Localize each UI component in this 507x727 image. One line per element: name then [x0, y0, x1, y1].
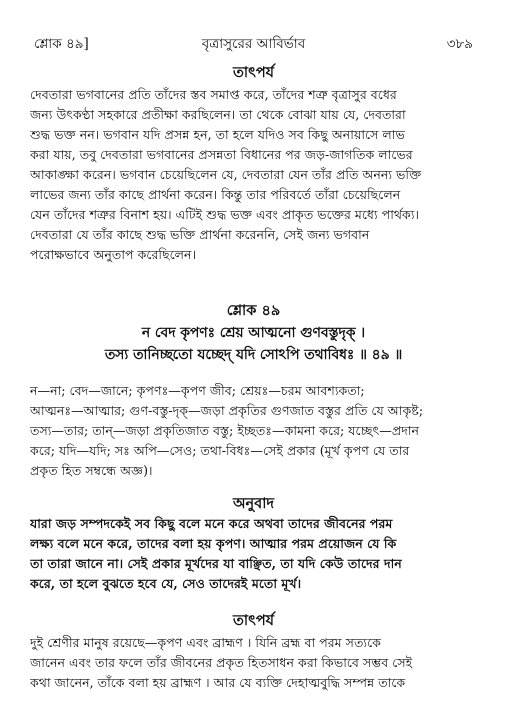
text-line: কথা জানেন, তাঁকে বলা হয় ব্রাহ্মণ । আর যে ব্যক্তি দেহাত্মবুদ্ধি সম্পন্ন তাকে: [30, 675, 406, 690]
purport-heading: তাৎপর্য: [232, 64, 275, 81]
text-line: জন্য উৎকণ্ঠা সহকারে প্রতীক্ষা করছিলেন। তা থেকে বোঝা যায় যে, দেবতারা: [30, 107, 406, 122]
text-line: যারা জড় সম্পদকেই সব কিছু বলে মনে করে অথবা তাদের জীবনের পরম: [30, 516, 393, 531]
text-line: করে; যদি—যদি; সঃ অপি—সেও; তথা-বিধঃ—সেই প্রকার (মূর্খ কৃপণ যে তার: [30, 443, 410, 458]
verse-line-1: ন বেদ কৃপণঃ শ্রেয় আত্মনো গুণবস্তুদৃক্ ।: [141, 325, 366, 341]
text-line: করে, তা হলে বুঝতে হবে যে, সেও তাদেরই মতো মূর্খ।: [30, 576, 302, 591]
translation-heading: অনুবাদ: [232, 495, 275, 512]
translation-paragraph: [30, 514, 476, 594]
text-line: করা যায়, তবু দেবতারা ভগবানের প্রসন্নতা বিধানের পর জড়-জাগতিক লাভের: [30, 147, 413, 162]
text-line: ন—না; বেদ—জানে; কৃপণঃ—কৃপণ জীব; শ্রেয়ঃ—চরম আবশ্যকতা;: [30, 383, 365, 398]
text-line: তা তারা জানে না। সেই প্রকার মূর্খদের যা বাঞ্ছিত, তা যদি কেউ তাদের দান: [30, 556, 402, 571]
text-line: দেবতারা ভগবানের প্রতি তাঁদের স্তব সমাপ্ত করে, তাঁদের শত্রু বৃত্রাসুর বধের: [30, 87, 397, 102]
purport-paragraph-2: [30, 633, 476, 693]
text-line: লাভের জন্য তাঁর কাছে প্রার্থনা করেন। কিন্তু তার পরিবর্তে তাঁরা চেয়েছিলেন: [30, 187, 401, 202]
purport-paragraph: [30, 85, 476, 265]
verse-heading: শ্লোক ৪৯: [226, 302, 281, 319]
header-chapter-title: বৃত্রাসুরের আবির্ভাব: [201, 36, 306, 52]
header-verse-ref: শ্লোক ৪৯]: [34, 36, 89, 52]
header-page-number: ৩৮৯: [446, 36, 473, 52]
text-line: আত্মনঃ—আত্মার; গুণ-বস্তু-দৃক্—জড়া প্রকৃতির গুণজাত বস্তুর প্রতি যে আকৃষ্ট;: [30, 403, 424, 418]
sanskrit-verse: [0, 322, 507, 366]
synonyms-paragraph: [30, 381, 476, 481]
text-line: যেন তাঁদের শত্রুর বিনাশ হয়। এটিই শুদ্ধ ভক্ত এবং প্রাকৃত ভক্তের মধ্যে পার্থক্য।: [30, 207, 419, 222]
text-line: লক্ষ্য বলে মনে করে, তাদের বলা হয় কৃপণ। আত্মার পরম প্রয়োজন যে কি: [30, 536, 397, 551]
text-line: আকাঙ্ক্ষা করেন। ভগবান চেয়েছিলেন যে, দেবতারা যেন তাঁর প্রতি অনন্য ভক্তি: [30, 167, 422, 182]
purport-heading-2: তাৎপর্য: [232, 612, 275, 629]
text-line: তস্য—তার; তান্—জড়া প্রকৃতিজাত বস্তু; ইচ্ছতঃ—কামনা করে; যচ্ছেৎ—প্রদান: [30, 423, 420, 438]
text-line: দেবতারা যে তাঁর কাছে শুদ্ধ ভক্তি প্রার্থনা করেননি, সেই জন্য ভগবান: [30, 227, 370, 242]
text-line: শুদ্ধ ভক্ত নন। ভগবান যদি প্রসন্ন হন, তা হলে যদিও সব কিছু অনায়াসে লাভ: [30, 127, 405, 142]
text-line: জানেন এবং তার ফলে তাঁর জীবনের প্রকৃত হিতসাধন করা কিভাবে সম্ভব সেই: [30, 655, 413, 670]
running-header: [34, 33, 473, 51]
verse-line-2: তস্য তানিচ্ছতো যচ্ছেদ্ যদি সোঽপি তথাবিধঃ ॥ ৪৯ ॥: [104, 347, 403, 363]
text-line: পরোক্ষভাবে অনুতাপ করেছিলেন।: [30, 247, 197, 262]
text-line: প্রকৃত হিত সম্বন্ধে অজ্ঞ)।: [30, 463, 153, 478]
text-line: দুই শ্রেণীর মানুষ রয়েছে—কৃপণ এবং ব্রাহ্মণ । যিনি ব্রহ্ম বা পরম সত্যকে: [30, 635, 381, 650]
